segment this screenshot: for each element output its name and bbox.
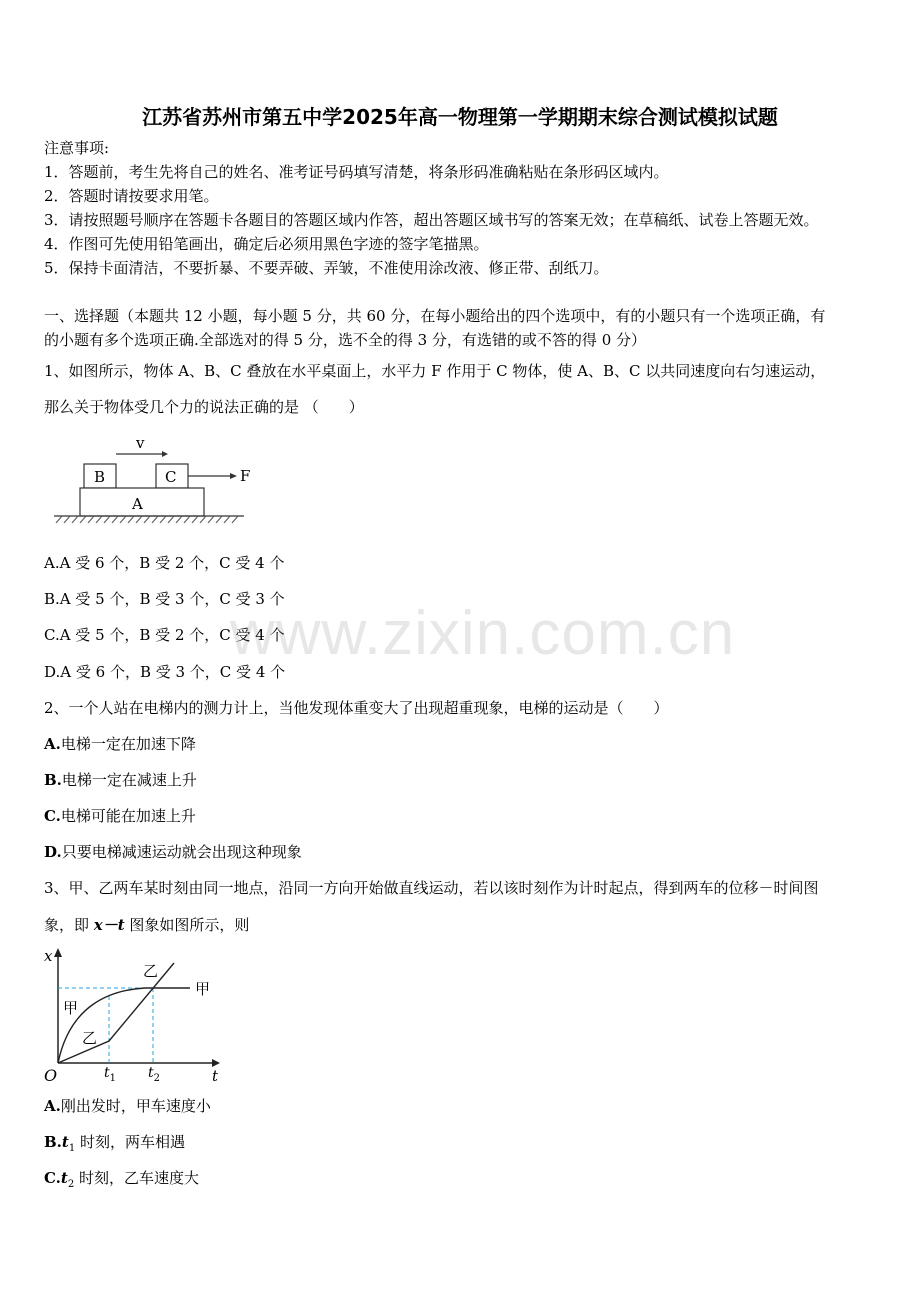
notice-item: 5．保持卡面清洁，不要折暴、不要弄破、弄皱，不准使用涂改液、修正带、刮纸刀。: [44, 259, 609, 277]
notice-item: 1．答题前，考生先将自己的姓名、准考证号码填写清楚，将条形码准确粘贴在条形码区域内。: [44, 163, 669, 181]
option-letter: A.: [44, 735, 61, 753]
option-text: 电梯可能在加速上升: [60, 807, 196, 825]
text: 图象如图所示，则: [124, 916, 250, 934]
q3-option-a: [44, 1096, 211, 1116]
watermark: www.zixin.com.cn: [230, 599, 736, 668]
option-letter: A.: [44, 1097, 61, 1115]
q3-option-c: [44, 1168, 199, 1195]
q1-stem-cont: 那么关于物体受几个力的说法正确的是 （ ）: [44, 398, 364, 416]
q1-option-b: B.A 受 5 个，B 受 3 个，C 受 3 个: [44, 590, 285, 608]
option-text: 刚出发时，甲车速度小: [60, 1097, 211, 1115]
jia-curve-label: 甲: [63, 999, 79, 1017]
q3-stem-cont: [44, 915, 249, 935]
yi-lower-label: 乙: [82, 1029, 98, 1047]
q3-option-b: [44, 1132, 185, 1159]
block-a-label: A: [132, 495, 143, 513]
page-title: 江苏省苏州市第五中学2025年高一物理第一学期期末综合测试模拟试题: [142, 105, 778, 129]
option-sub: 1: [68, 1143, 76, 1154]
q2-option-b: [44, 770, 197, 790]
xt-variable: x－t: [93, 916, 125, 934]
yi-upper-label: 乙: [143, 962, 159, 980]
q1-option-a: A.A 受 6 个，B 受 2 个，C 受 4 个: [44, 554, 285, 572]
jia-line-label: 甲: [195, 980, 211, 998]
t2-label: $t_2$: [148, 1065, 161, 1084]
t-axis-label: t: [212, 1067, 219, 1085]
q2-option-a: [44, 734, 196, 754]
q1-option-d: D.A 受 6 个，B 受 3 个，C 受 4 个: [44, 663, 286, 681]
q2-option-d: [44, 842, 302, 862]
option-sub: 2: [67, 1179, 75, 1190]
q1-figure: [44, 430, 266, 542]
option-letter: C.: [44, 807, 61, 825]
q1-option-c: C.A 受 5 个，B 受 2 个，C 受 4 个: [44, 626, 285, 644]
t1-label: $t_1$: [104, 1065, 117, 1084]
option-letter: C.: [44, 1169, 61, 1187]
x-axis-label: x: [44, 947, 53, 965]
velocity-label: v: [136, 434, 145, 452]
notice-item: 3．请按照题号顺序在答题卡各题目的答题区域内作答，超出答题区域书写的答案无效；在草稿纸、试卷上答题无效。: [44, 211, 819, 229]
option-text: 时刻，乙车速度大: [74, 1169, 199, 1187]
q1-stem: 1、如图所示，物体 A、B、C 叠放在水平桌面上，水平力 F 作用于 C 物体，使 A、B、C 以共同速度向右匀速运动，: [44, 362, 826, 380]
q3-stem: 3、甲、乙两车某时刻由同一地点，沿同一方向开始做直线运动，若以该时刻作为计时起点，得到两车的位移－时间图: [44, 879, 819, 897]
option-letter: B.: [44, 771, 62, 789]
section-heading-cont: 的小题有多个选项正确.全部选对的得 5 分，选不全的得 3 分，有选错的或不答的得 0 分）: [44, 331, 647, 349]
option-var: t: [61, 1133, 69, 1151]
notice-heading: 注意事项:: [44, 139, 110, 157]
option-var: t: [60, 1169, 68, 1187]
option-text: 时刻，两车相遇: [75, 1133, 185, 1151]
option-letter: D.: [44, 843, 62, 861]
option-text: 电梯一定在减速上升: [61, 771, 197, 789]
origin-label: O: [44, 1066, 58, 1085]
section-heading: 一、选择题（本题共 12 小题，每小题 5 分，共 60 分，在每小题给出的四个选项中，有的小题只有一个选项正确，有: [44, 307, 826, 325]
block-c-label: C: [165, 468, 177, 486]
force-label: F: [240, 467, 251, 485]
q3-xt-graph: [40, 945, 230, 1085]
option-text: 电梯一定在加速下降: [60, 735, 196, 753]
q2-option-c: [44, 806, 196, 826]
q2-stem: 2、一个人站在电梯内的测力计上，当他发现体重变大了出现超重现象，电梯的运动是（ ）: [44, 699, 669, 717]
option-text: 只要电梯减速运动就会出现这种现象: [61, 843, 302, 861]
notice-item: 4．作图可先使用铅笔画出，确定后必须用黑色字迹的签字笔描黑。: [44, 235, 489, 253]
option-letter: B.: [44, 1133, 62, 1151]
text: 象，即: [44, 916, 94, 934]
notice-item: 2．答题时请按要求用笔。: [44, 187, 219, 205]
block-b-label: B: [94, 468, 106, 486]
